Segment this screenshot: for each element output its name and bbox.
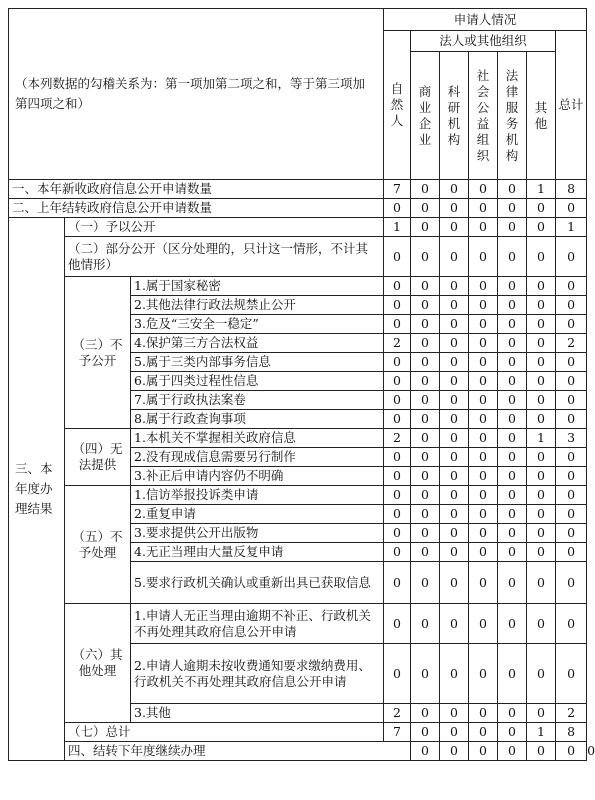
gov-info-disclosure-table — [8, 8, 595, 761]
cell-value: 0 — [469, 218, 498, 237]
cell-value: 2 — [556, 334, 587, 353]
cell-value: 0 — [411, 277, 440, 296]
group-label: （三）不予公开 — [65, 277, 131, 429]
cell-value: 0 — [498, 277, 527, 296]
cell-value: 0 — [498, 199, 527, 218]
cell-value: 0 — [411, 644, 440, 704]
row-label: 1.本机关不掌握相关政府信息 — [131, 429, 384, 448]
cell-value: 0 — [469, 429, 498, 448]
cell-value: 0 — [498, 562, 527, 604]
cell-value: 0 — [411, 410, 440, 429]
row-label: 1.属于国家秘密 — [131, 277, 384, 296]
col-total: 总计 — [556, 31, 587, 180]
col-legal-service: 法律服务机构 — [498, 52, 527, 180]
cell-value: 0 — [440, 448, 469, 467]
col-research: 科研机构 — [440, 52, 469, 180]
cell-value: 0 — [384, 199, 411, 218]
cell-value: 0 — [469, 723, 498, 742]
cell-value: 1 — [527, 429, 556, 448]
cell-value: 0 — [384, 604, 411, 644]
cell-value: 0 — [440, 296, 469, 315]
table-row — [9, 237, 587, 277]
row-label: 1.申请人无正当理由逾期不补正、行政机关不再处理其政府信息公开申请 — [131, 604, 384, 644]
cell-value: 0 — [527, 218, 556, 237]
cell-value: 0 — [527, 277, 556, 296]
table-row — [9, 218, 587, 237]
cell-value: 0 — [498, 467, 527, 486]
cell-value: 0 — [440, 524, 469, 543]
cell-value: 3 — [556, 429, 587, 448]
cell-value: 0 — [498, 391, 527, 410]
row-label: 2.其他法律行政法规禁止公开 — [131, 296, 384, 315]
cell-value: 0 — [411, 237, 440, 277]
cell-value: 0 — [411, 524, 440, 543]
cell-value: 0 — [469, 391, 498, 410]
cell-value: 0 — [498, 742, 527, 761]
cell-value: 2 — [384, 429, 411, 448]
group-label: （五）不予处理 — [65, 486, 131, 604]
row-label: 7.属于行政执法案卷 — [131, 391, 384, 410]
cell-value: 0 — [384, 448, 411, 467]
cell-value: 0 — [527, 704, 556, 723]
cell-value: 0 — [527, 199, 556, 218]
cell-value: 0 — [411, 429, 440, 448]
cell-value: 0 — [527, 237, 556, 277]
cell-value: 0 — [498, 505, 527, 524]
cell-value: 0 — [556, 410, 587, 429]
cell-value: 0 — [469, 315, 498, 334]
cell-value: 0 — [527, 742, 556, 761]
cell-value: 0 — [556, 277, 587, 296]
cell-value: 2 — [556, 704, 587, 723]
col-natural-person: 自然人 — [384, 31, 411, 180]
table-row — [9, 723, 587, 742]
cell-value: 0 — [440, 543, 469, 562]
cell-value: 0 — [556, 353, 587, 372]
cell-value: 0 — [469, 410, 498, 429]
cell-value: 0 — [527, 315, 556, 334]
cell-value: 0 — [384, 372, 411, 391]
cell-value: 0 — [384, 644, 411, 704]
cell-value: 0 — [527, 486, 556, 505]
cell-value: 0 — [498, 704, 527, 723]
cell-value: 0 — [469, 467, 498, 486]
cell-value: 1 — [384, 218, 411, 237]
cell-value: 0 — [469, 334, 498, 353]
cell-value: 0 — [556, 237, 587, 277]
cell-value: 0 — [498, 429, 527, 448]
cell-value: 0 — [384, 410, 411, 429]
cell-value: 0 — [498, 486, 527, 505]
row-label: 3.危及“三安全一稳定” — [131, 315, 384, 334]
cell-value: 0 — [556, 644, 587, 704]
cell-value: 0 — [527, 505, 556, 524]
cell-value: 0 — [498, 180, 527, 199]
cell-value: 0 — [384, 486, 411, 505]
cell-value: 0 — [440, 315, 469, 334]
cell-value: 0 — [556, 742, 587, 761]
row-label: 4.无正当理由大量反复申请 — [131, 543, 384, 562]
cell-value: 0 — [556, 315, 587, 334]
cell-value: 0 — [411, 180, 440, 199]
cell-value: 7 — [384, 180, 411, 199]
cell-value: 0 — [527, 334, 556, 353]
cell-value: 0 — [411, 199, 440, 218]
cell-value: 0 — [498, 410, 527, 429]
cell-value: 0 — [440, 467, 469, 486]
cell-value: 0 — [440, 353, 469, 372]
cell-value: 0 — [411, 448, 440, 467]
cell-value: 2 — [384, 704, 411, 723]
cell-value: 0 — [469, 199, 498, 218]
cell-value: 0 — [527, 448, 556, 467]
cell-value: 1 — [556, 218, 587, 237]
row-label: 3.要求提供公开出版物 — [131, 524, 384, 543]
cell-value: 0 — [498, 543, 527, 562]
cell-value: 0 — [498, 723, 527, 742]
row-label: 一、本年新收政府信息公开申请数量 — [9, 180, 384, 199]
cell-value: 0 — [440, 277, 469, 296]
cell-value: 0 — [440, 644, 469, 704]
row-label: （二）部分公开（区分处理的，只计这一情形，不计其他情形） — [65, 237, 384, 277]
cell-value: 0 — [556, 391, 587, 410]
cell-value: 7 — [384, 723, 411, 742]
cell-value: 0 — [440, 334, 469, 353]
cell-value: 0 — [527, 644, 556, 704]
cell-value: 0 — [498, 296, 527, 315]
section-3-label: 三、本年度办理结果 — [9, 218, 65, 761]
row-label: 2.没有现成信息需要另行制作 — [131, 448, 384, 467]
cell-value: 0 — [498, 315, 527, 334]
cell-value: 0 — [527, 524, 556, 543]
row-label: 2.申请人逾期未按收费通知要求缴纳费用、行政机关不再处理其政府信息公开申请 — [131, 644, 384, 704]
row-label: （一）予以公开 — [65, 218, 384, 237]
col-business: 商业企业 — [411, 52, 440, 180]
cell-value: 0 — [440, 505, 469, 524]
cell-value: 0 — [384, 296, 411, 315]
cell-value: 0 — [384, 237, 411, 277]
cell-value: 0 — [411, 218, 440, 237]
cell-value: 0 — [527, 562, 556, 604]
row-label: 2.重复申请 — [131, 505, 384, 524]
cell-value: 0 — [384, 391, 411, 410]
cell-value: 0 — [556, 562, 587, 604]
cell-value: 0 — [556, 467, 587, 486]
row-label: 二、上年结转政府信息公开申请数量 — [9, 199, 384, 218]
group-label: （六）其他处理 — [65, 604, 131, 723]
cell-value: 0 — [440, 410, 469, 429]
cell-value: 0 — [384, 467, 411, 486]
cell-value: 0 — [469, 486, 498, 505]
cell-value: 0 — [411, 353, 440, 372]
cell-value: 0 — [440, 180, 469, 199]
cell-value: 0 — [411, 543, 440, 562]
cell-value: 0 — [469, 562, 498, 604]
cell-value: 0 — [411, 296, 440, 315]
applicant-header: 申请人情况 — [384, 9, 587, 31]
cell-value: 0 — [556, 604, 587, 644]
cell-value: 0 — [556, 372, 587, 391]
group-label: （四）无法提供 — [65, 429, 131, 486]
cell-value: 0 — [411, 562, 440, 604]
cell-value: 0 — [411, 391, 440, 410]
cell-value: 0 — [440, 604, 469, 644]
cell-value: 0 — [411, 334, 440, 353]
table-row — [9, 604, 587, 644]
row-label: （七）总计 — [65, 723, 384, 742]
cell-value: 0 — [384, 562, 411, 604]
cell-value: 0 — [411, 604, 440, 644]
cell-value: 0 — [498, 372, 527, 391]
cell-value: 0 — [411, 505, 440, 524]
table-note: （本列数据的勾稽关系为：第一项加第二项之和，等于第三项加第四项之和） — [9, 9, 384, 180]
cell-value: 0 — [527, 372, 556, 391]
cell-value: 0 — [384, 505, 411, 524]
row-label: 3.补正后申请内容仍不明确 — [131, 467, 384, 486]
cell-value: 0 — [384, 543, 411, 562]
row-label: 3.其他 — [131, 704, 384, 723]
row-label: 四、结转下年度继续办理 — [65, 742, 411, 761]
col-other: 其他 — [527, 52, 556, 180]
col-public-welfare: 社会公益组织 — [469, 52, 498, 180]
cell-value: 0 — [440, 742, 469, 761]
cell-value: 0 — [469, 180, 498, 199]
cell-value: 0 — [469, 448, 498, 467]
cell-value: 0 — [469, 604, 498, 644]
cell-value: 0 — [469, 353, 498, 372]
cell-value: 0 — [498, 353, 527, 372]
cell-value: 0 — [527, 604, 556, 644]
row-label: 5.要求行政机关确认或重新出具已获取信息 — [131, 562, 384, 604]
cell-value: 0 — [556, 524, 587, 543]
cell-value: 8 — [556, 723, 587, 742]
cell-value: 0 — [469, 277, 498, 296]
cell-value: 0 — [440, 372, 469, 391]
cell-value: 0 — [411, 723, 440, 742]
cell-value: 0 — [440, 486, 469, 505]
cell-value: 0 — [440, 237, 469, 277]
row-label: 6.属于四类过程性信息 — [131, 372, 384, 391]
cell-value: 0 — [556, 486, 587, 505]
cell-value: 0 — [440, 199, 469, 218]
cell-value: 0 — [556, 296, 587, 315]
cell-value: 2 — [384, 334, 411, 353]
table-row: 四、结转下年度继续办理 0 0 0 0 0 0 0 — [9, 742, 587, 761]
cell-value: 0 — [440, 704, 469, 723]
cell-value: 0 — [498, 524, 527, 543]
table-row — [9, 486, 587, 505]
cell-value: 0 — [556, 543, 587, 562]
cell-value: 0 — [440, 391, 469, 410]
cell-value: 0 — [384, 315, 411, 334]
cell-value: 0 — [469, 237, 498, 277]
cell-value: 0 — [527, 543, 556, 562]
cell-value: 0 — [384, 524, 411, 543]
cell-value: 0 — [411, 704, 440, 723]
row-label: 8.属于行政查询事项 — [131, 410, 384, 429]
cell-value: 0 — [440, 218, 469, 237]
cell-value: 0 — [440, 429, 469, 448]
cell-value: 0 — [469, 524, 498, 543]
cell-value: 0 — [469, 704, 498, 723]
cell-value: 0 — [469, 543, 498, 562]
cell-value: 0 — [556, 199, 587, 218]
cell-value: 0 — [527, 391, 556, 410]
cell-value: 0 — [527, 353, 556, 372]
cell-value: 0 — [469, 742, 498, 761]
cell-value: 0 — [411, 486, 440, 505]
table-row — [9, 429, 587, 448]
cell-value: 0 — [527, 410, 556, 429]
cell-value: 1 — [527, 180, 556, 199]
cell-value: 0 — [527, 296, 556, 315]
row-label: 1.信访举报投诉类申请 — [131, 486, 384, 505]
cell-value: 0 — [411, 742, 440, 761]
cell-value: 0 — [469, 296, 498, 315]
cell-value: 0 — [556, 448, 587, 467]
cell-value: 0 — [411, 372, 440, 391]
cell-value: 0 — [469, 644, 498, 704]
cell-value: 0 — [411, 315, 440, 334]
cell-value: 0 — [556, 505, 587, 524]
cell-value: 0 — [498, 448, 527, 467]
cell-value: 0 — [440, 562, 469, 604]
cell-value: 0 — [469, 505, 498, 524]
table-row — [9, 180, 587, 199]
cell-value: 0 — [498, 604, 527, 644]
table-row — [9, 199, 587, 218]
row-label: 5.属于三类内部事务信息 — [131, 353, 384, 372]
cell-value: 0 — [411, 467, 440, 486]
table-row — [9, 277, 587, 296]
cell-value: 8 — [556, 180, 587, 199]
cell-value: 0 — [498, 334, 527, 353]
legal-org-header: 法人或其他组织 — [411, 31, 556, 52]
cell-value: 0 — [469, 372, 498, 391]
row-label: 4.保护第三方合法权益 — [131, 334, 384, 353]
cell-value: 0 — [527, 467, 556, 486]
cell-value: 0 — [498, 644, 527, 704]
cell-value: 0 — [440, 723, 469, 742]
cell-value: 0 — [498, 237, 527, 277]
cell-value: 0 — [498, 218, 527, 237]
cell-value: 0 — [384, 277, 411, 296]
cell-value: 1 — [527, 723, 556, 742]
cell-value: 0 — [384, 353, 411, 372]
